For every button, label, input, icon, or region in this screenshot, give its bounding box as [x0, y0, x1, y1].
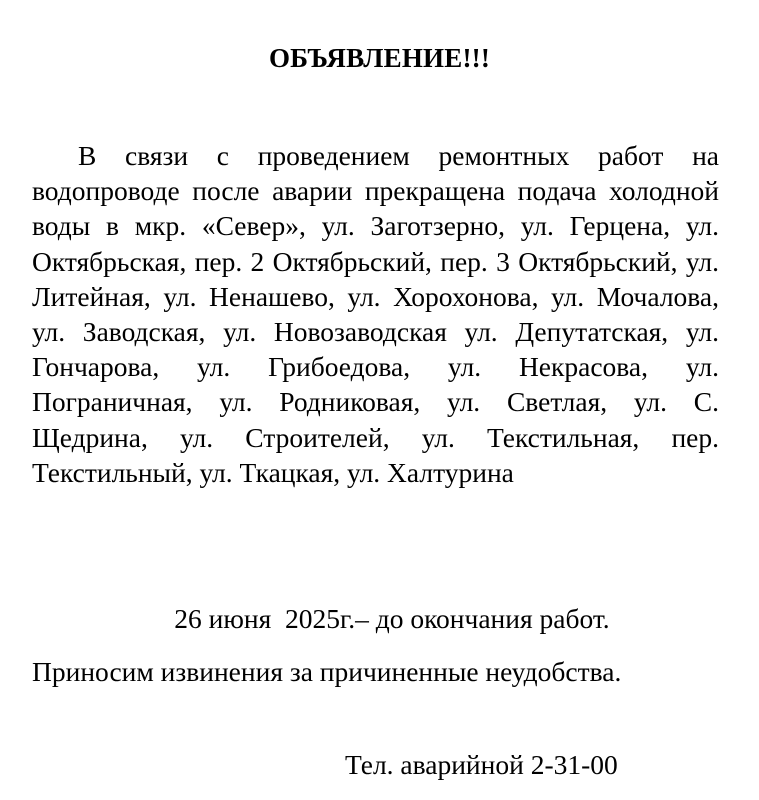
outage-period: 26 июня 2025г.– до окончания работ. [174, 603, 610, 634]
announcement-title: ОБЪЯВЛЕНИЕ!!! [268, 43, 491, 73]
announcement-body: В связи с проведением ремонтных работ на водопроводе после аварии прекращена подача холодной воды в мкр. «Север», ул. Заготзерно, ул. Герцена, ул. Октябрьская, пер. 2 Октябрьский, пер. 3 Октябрьский, ул. Литейная, ул. Ненашево, ул. Хорохонова, ул. Мочалова, ул. Заводская, ул. Новозаводская ул. Депутатская, ул. Гончарова, ул. Грибоедова, ул. Некрасова, ул. Пограничная, ул. Родниковая, ул. Светлая, ул. С. Щедрина, ул. Строителей, ул. Текстильная, пер. Текстильный, ул. Ткацкая, ул. Халтурина [32, 140, 719, 488]
apology-text: Приносим извинения за причиненные неудобства. [32, 656, 622, 687]
emergency-phone: Тел. аварийной 2-31-00 [345, 749, 618, 780]
